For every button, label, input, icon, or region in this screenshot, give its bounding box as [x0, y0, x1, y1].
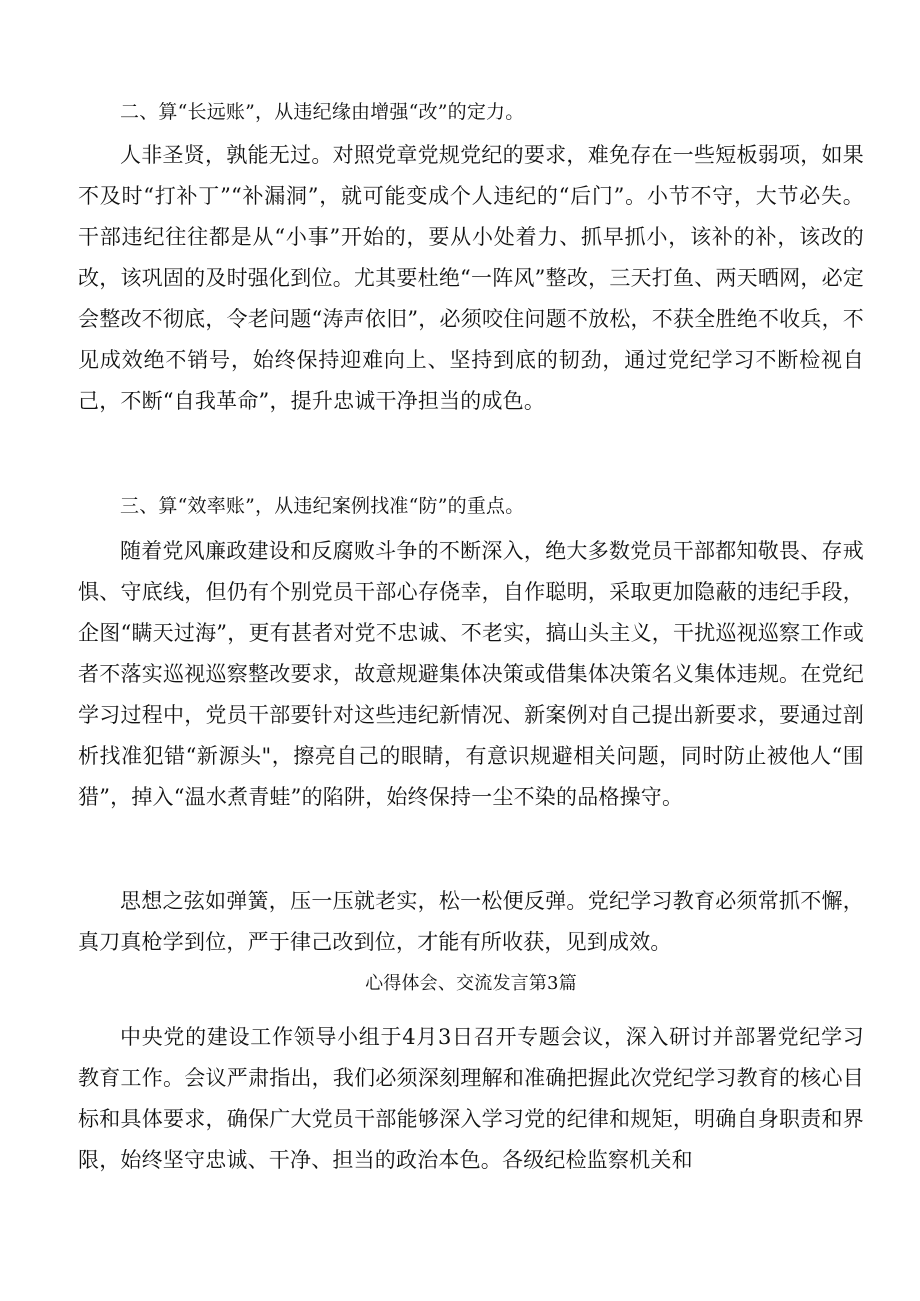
article-title: 心得体会、交流发言第3篇	[365, 973, 577, 994]
paragraph-self-correction: 人非圣贤，孰能无过。对照党章党规党纪的要求，难免存在一些短板弱项，如果不及时“打补丁”“补漏洞”，就可能变成个人违纪的“后门”。小节不守，大节必失。干部违纪往往都是从“小事”开始的，要从小处着力、抓早抓小，该补的补，该改的改，该巩固的及时强化到位。尤其要杜绝“一阵风”整改，三天打鱼、两天晒网，必定会整改不彻底，令老问题“涛声依旧”，必须咬住问题不放松，不获全胜绝不收兵，不见成效绝不销号，始终保持迎难向上、坚持到底的韧劲，通过党纪学习不断检视自己，不断“自我革命”，提升忠诚干净担当的成色。	[78, 143, 864, 413]
paragraph-prevention: 随着党风廉政建设和反腐败斗争的不断深入，绝大多数党员干部都知敬畏、存戒惧、守底线，但仍有个别党员干部心存侥幸，自作聪明，采取更加隐蔽的违纪手段，企图“瞒天过海”，更有甚者对党不忠诚、不老实，搞山头主义，干扰巡视巡察工作或者不落实巡视巡察整改要求，故意规避集体决策或借集体决策名义集体违规。在党纪学习过程中，党员干部要针对这些违纪新情况、新案例对自己提出新要求，要通过剖析找准犯错“新源头"，擦亮自己的眼睛，有意识规避相关问题，同时防止被他人“围猎”，掉入“温水煮青蛙”的陷阱，始终保持一尘不染的品格操守。	[78, 539, 864, 809]
section-heading-two: 二、算“长远账”，从违纪缘由增强“改”的定力。	[120, 101, 525, 123]
paragraph-meeting-summary: 中央党的建设工作领导小组于4月3日召开专题会议，深入研讨并部署党纪学习教育工作。会议严肃指出，我们必须深刻理解和准确把握此次党纪学习教育的核心目标和具体要求，确保广大党员干部能够深入学习党的纪律和规矩，明确自身职责和界限，始终坚守忠诚、干净、担当的政治本色。各级纪检监察机关和	[78, 1025, 864, 1172]
paragraph-conclusion: 思想之弦如弹簧，压一压就老实，松一松便反弹。党纪学习教育必须常抓不懈，真刀真枪学到位，严于律己改到位，才能有所收获，见到成效。	[78, 889, 864, 954]
section-heading-three: 三、算“效率账”，从违纪案例找准“防”的重点。	[120, 495, 525, 517]
